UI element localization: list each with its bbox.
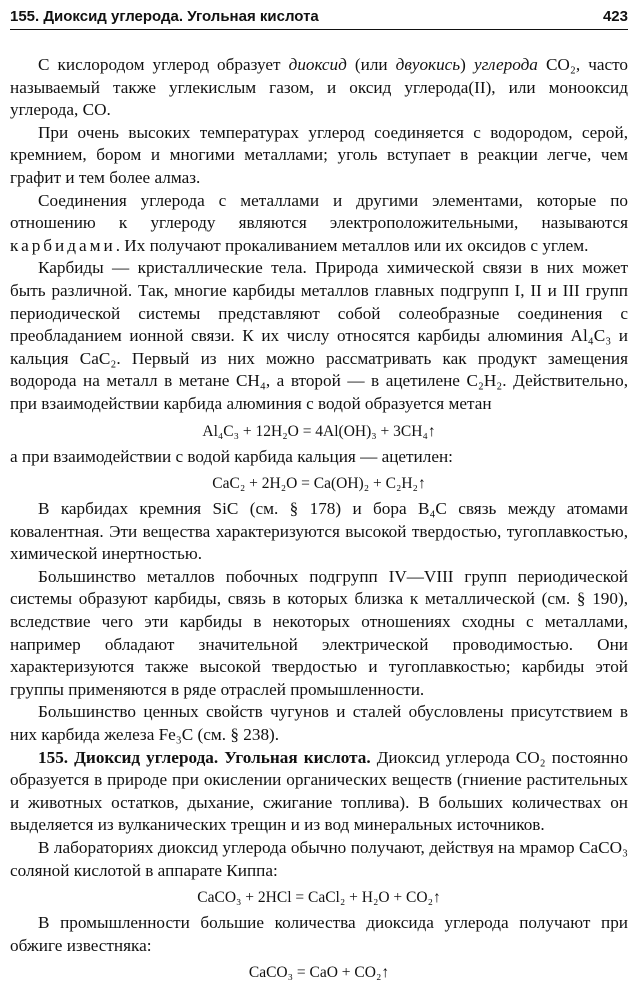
term-dioxide: диоксид: [288, 55, 347, 74]
paragraph-covalent-carbides: В карбидах кремния SiC (см. § 178) и бора B₄C связь между атомами ковалентная. Эти вещества характеризуются высокой твердостью, тугоплавкостью, химической инертностью.: [10, 499, 628, 564]
paragraph-metallic-carbides: Большинство металлов побочных подгрупп IV—VIII групп периодической системы образуют карбиды, связь в которых близка к металлической (см. § 190), вследствие чего эти карбиды в некоторых отношениях сходны с металлами, например обладают значительной электрической проводимостью. Они характеризуются также высокой твердостью и тугоплавкостью; карбиды этой группы применяются в ряде отраслей промышленности.: [10, 566, 628, 699]
paragraph-iron-carbide: Большинство ценных свойств чугунов и сталей обусловлены присутствием в них карбида железа Fe₃C (см. § 238).: [10, 702, 628, 745]
paragraph-high-temperature: При очень высоких температурах углерод соединяется с водородом, серой, кремнием, бором и многими металлами; уголь вступает в реакции легче, чем графит и тем более алмаз.: [10, 122, 628, 187]
header-title: 155. Диоксид углерода. Угольная кислота: [10, 8, 319, 25]
equation-calcium-carbide: CaC₂ + 2H₂O = Ca(OH)₂ + C₂H₂↑: [212, 475, 426, 493]
paragraph-calcium-carbide-intro: а при взаимодействии с водой карбида кальция — ацетилен:: [10, 446, 453, 466]
paragraph-lab-preparation: В лабораториях диоксид углерода обычно получают, действуя на мрамор CaCO₃ соляной кислотой в аппарате Киппа:: [10, 838, 628, 880]
page-number: 423: [602, 8, 628, 25]
paragraph-industrial-preparation: В промышленности большие количества диоксида углерода получают при обжиге известняка:: [10, 913, 628, 955]
term-dvuokis: двуокись: [395, 55, 461, 74]
paragraph-section-155: 155. Диоксид углерода. Угольная кислота. Диоксид углерода CO₂ постоянно образуется в природе при окислении органических веществ (гниение растительных и животных остатков, дыхание, сжигание топлива). В больших количествах он выделяется из вулканических трещин и из вод минеральных источников.: [10, 747, 628, 835]
term-carbon: углерода: [473, 55, 538, 74]
equation-aluminium-carbide: Al₄C₃ + 12H₂O = 4Al(OH)₃ + 3CH₄↑: [202, 422, 436, 440]
paragraph-carbides-crystals: Карбиды — кристаллические тела. Природа химической связи в них может быть различной. Так, многие карбиды металлов главных подгрупп I, II и III групп периодической системы представляют собой солеобразные соединения с преобладанием ионной связи. К их числу относятся карбиды алюминия Al₄C₃ и кальция CaC₂. Первый из них можно рассматривать как продукт замещения водорода на металл в метане CH₄, а второй — в ацетилене C₂H₂. Действительно, при взаимодействии карбида алюминия с водой образуется метан: [10, 258, 628, 413]
paragraph-carbon-oxides: С кислородом углерод образует диоксид (или двуокись) углерода CO₂, часто называемый также углекислым газом, и оксид углерода(II), или монооксид углерода, CO.: [10, 55, 628, 120]
page-body: [10, 54, 628, 983]
paragraph-carbides-definition: Соединения углерода с металлами и другими элементами, которые по отношению к углероду являются электроположительными, называются карбидами. Их получают прокаливанием металлов или их оксидов с углем.: [10, 190, 628, 255]
equation-marble-hcl: CaCO₃ + 2HCl = CaCl₂ + H₂O + CO₂↑: [197, 889, 441, 907]
running-header: [10, 0, 628, 30]
term-carbides: карбидами: [10, 235, 116, 255]
equation-limestone: CaCO₃ = CaO + CO₂↑: [248, 964, 390, 982]
section-heading: 155. Диоксид углерода. Угольная кислота.: [38, 747, 371, 767]
